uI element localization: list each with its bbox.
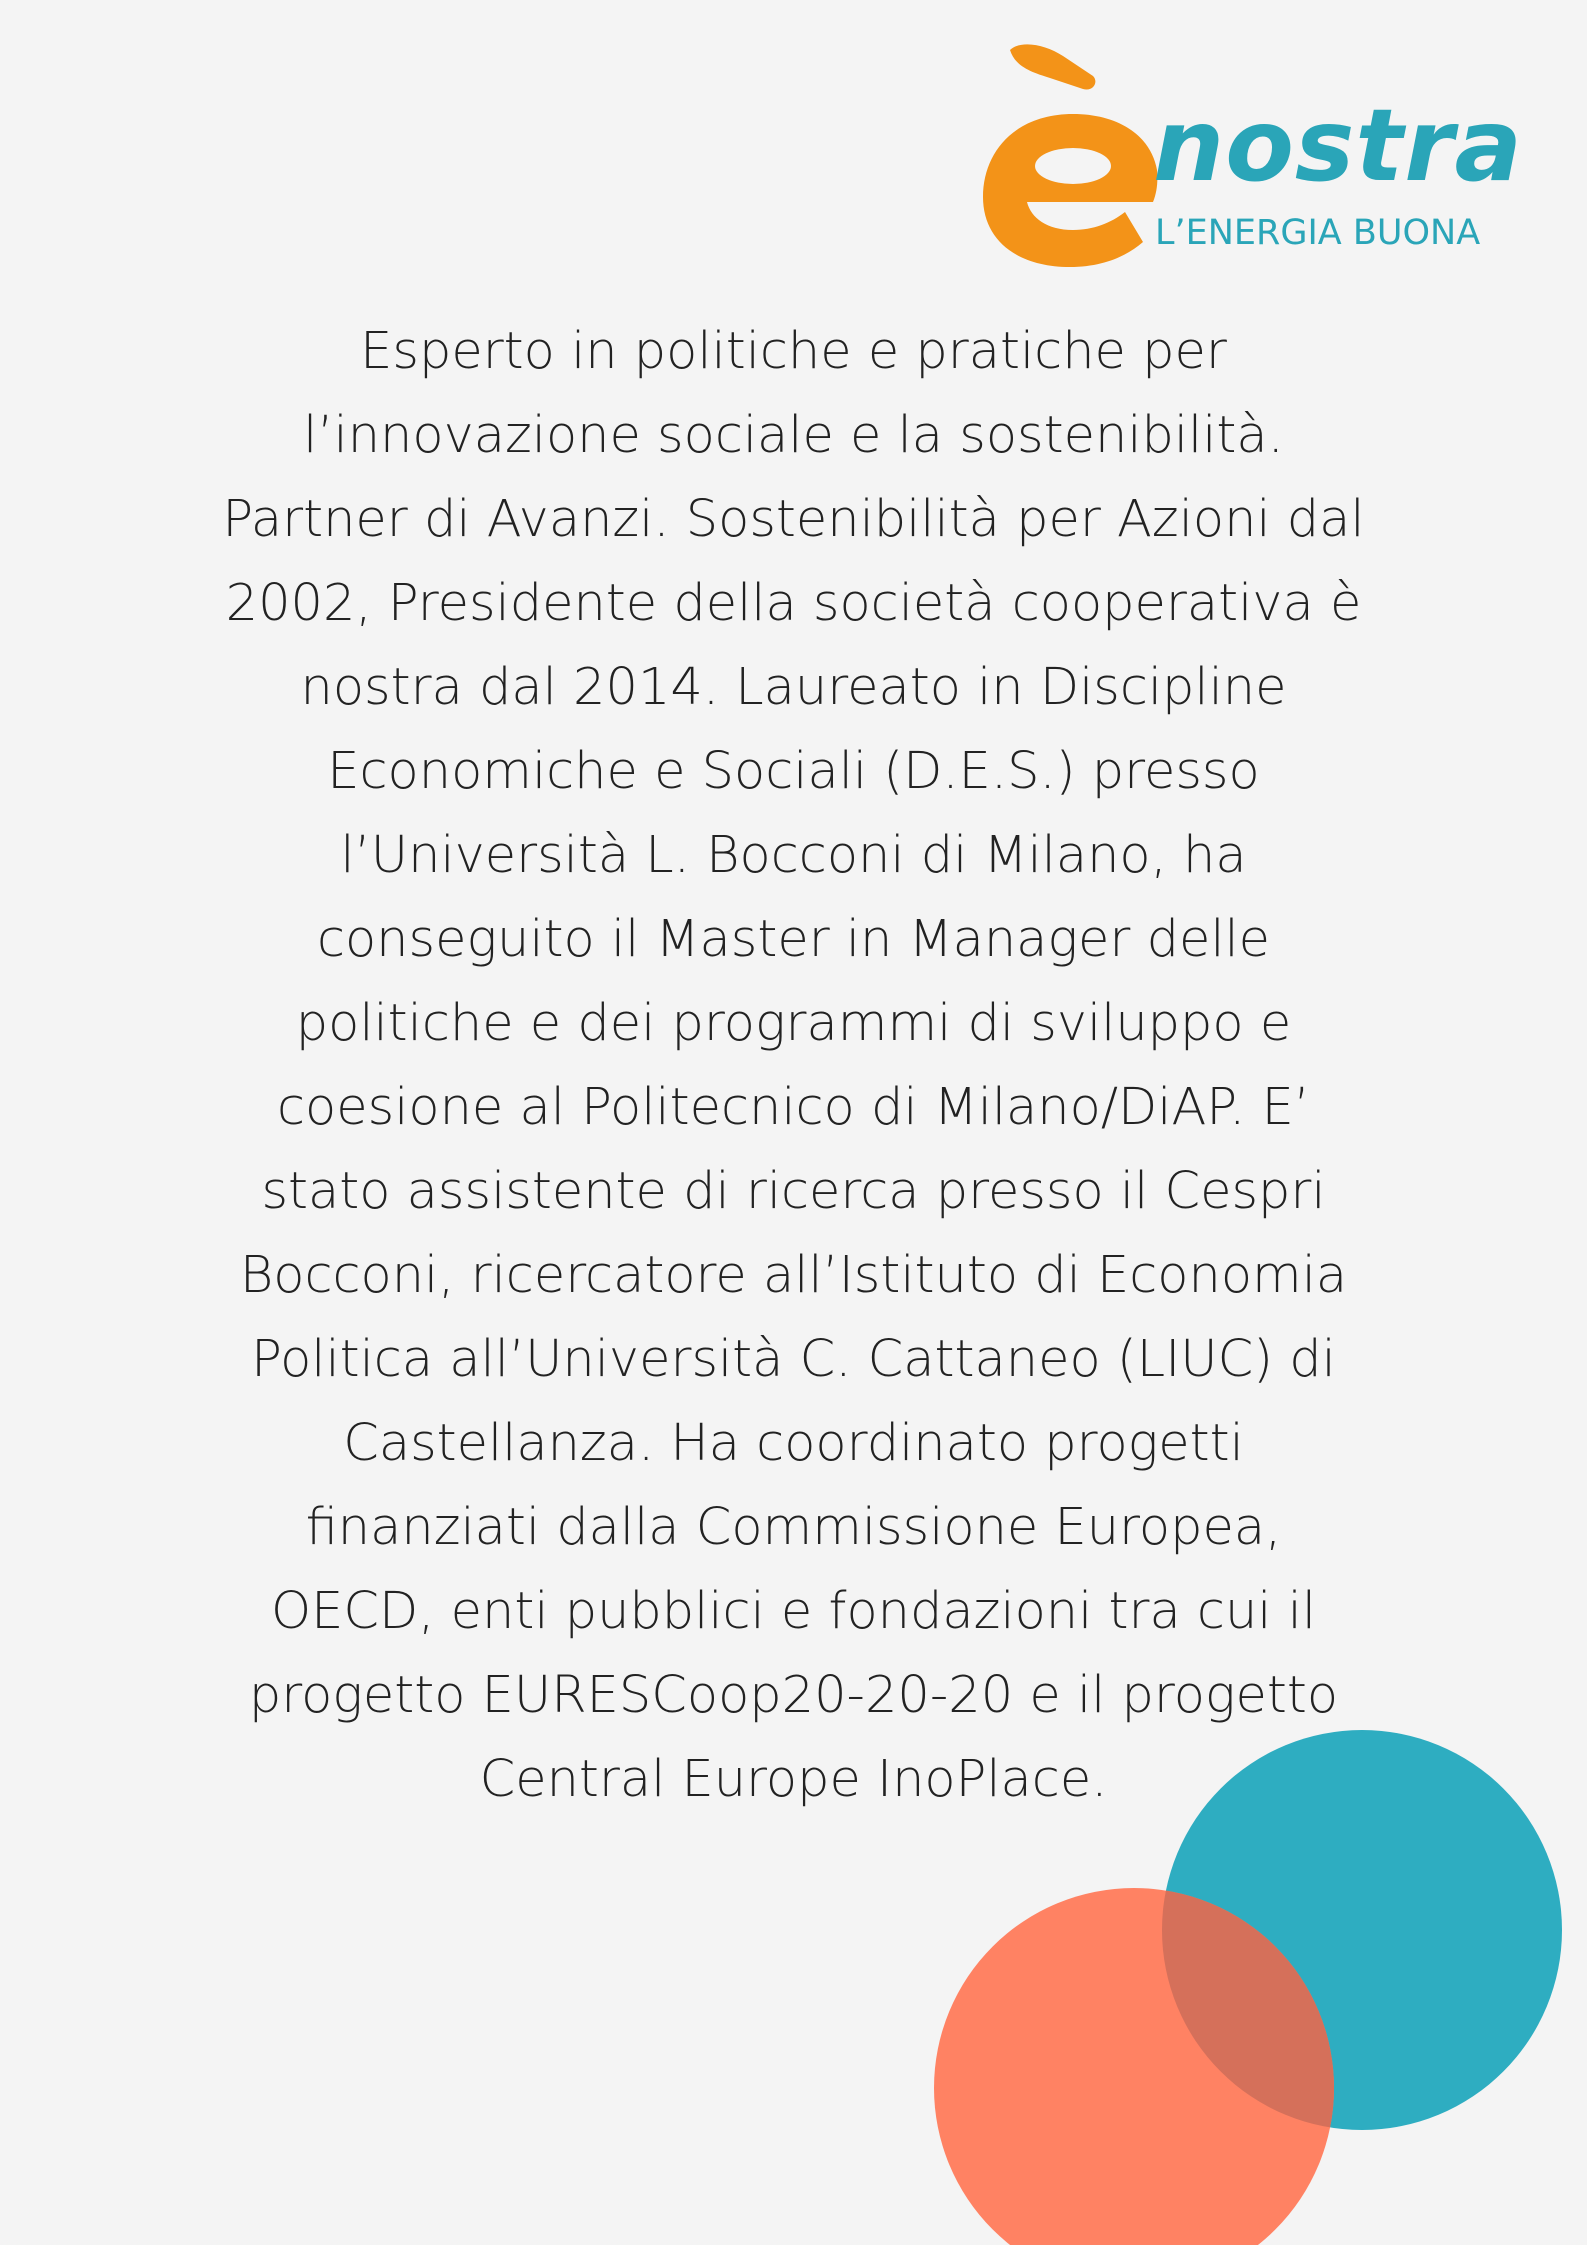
bio-line: l’Università L. Bocconi di Milano, ha bbox=[340, 826, 1247, 885]
circle-overlap bbox=[934, 1888, 1334, 2245]
coral-circle bbox=[934, 1888, 1334, 2245]
bio-line: stato assistente di ricerca presso il Cespri bbox=[261, 1162, 1326, 1221]
bio-line: OECD, enti pubblici e fondazioni tra cui il bbox=[270, 1582, 1316, 1641]
bio-line: 2002, Presidente della società cooperativa è bbox=[225, 574, 1362, 633]
biography-text bbox=[150, 310, 1437, 1822]
bio-line: nostra dal 2014. Laureato in Discipline bbox=[300, 658, 1287, 717]
bio-line: l’innovazione sociale e la sostenibilità. bbox=[303, 406, 1284, 465]
e-grave-logo-icon bbox=[975, 42, 1165, 272]
logo-tagline: L’ENERGIA BUONA bbox=[1155, 213, 1481, 253]
bio-line: Castellanza. Ha coordinato progetti bbox=[343, 1414, 1244, 1473]
bio-line: Esperto in politiche e pratiche per bbox=[360, 322, 1227, 381]
bio-line: Bocconi, ricercatore all’Istituto di Economia bbox=[239, 1246, 1348, 1305]
bio-line: coesione al Politecnico di Milano/DiAP. E’ bbox=[277, 1078, 1310, 1137]
bio-line: Economiche e Sociali (D.E.S.) presso bbox=[327, 742, 1260, 801]
bio-line: finanziati dalla Commissione Europea, bbox=[305, 1498, 1282, 1557]
bio-line: conseguito il Master in Manager delle bbox=[316, 910, 1271, 969]
bio-line: progetto EURESCoop20-20-20 e il progetto bbox=[248, 1666, 1339, 1725]
bio-line: Politica all’Università C. Cattaneo (LIUC) di bbox=[251, 1330, 1336, 1389]
bio-line: Central Europe InoPlace. bbox=[479, 1750, 1108, 1809]
brand-logo bbox=[975, 42, 1535, 272]
logo-wordmark: nostra bbox=[1153, 87, 1524, 204]
bio-line: politiche e dei programmi di sviluppo e bbox=[295, 994, 1292, 1053]
bio-line: Partner di Avanzi. Sostenibilità per Azioni dal bbox=[222, 490, 1365, 549]
